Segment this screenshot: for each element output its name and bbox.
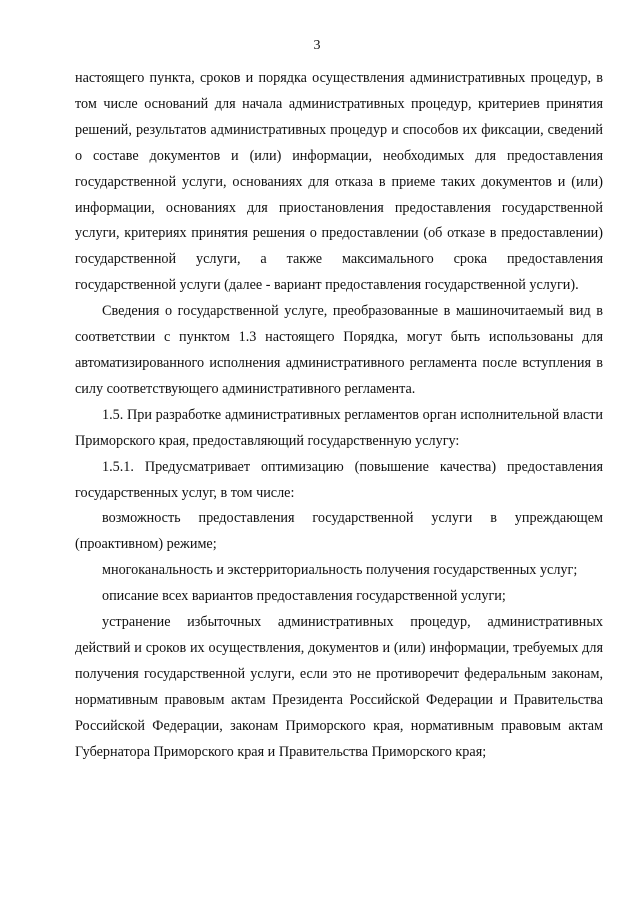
list-item-remove-redundant: устранение избыточных административных процедур, административных действий и сроков их осуществления, документов и (или) информации, требуемых для получения государственной услуги, если это не противоречит федеральным законам, нормативным правовым актам Президента Российской Федерации и Правительства Российской Федерации, законам Приморского края, нормативным правовым актам Губернатора Приморского края и Правительства Приморского края; [75,614,603,760]
paragraph-continuation: настоящего пункта, сроков и порядка осуществления административных процедур, в том числе оснований для начала административных процедур, критериев принятия решений, результатов административных процедур и способов их фиксации, сведений о составе документов и (или) информации, необходимых для предоставления государственной услуги, основаниях для отказа в приеме таких документов и (или) информации, основаниях для приостановления предоставления государственной услуги, критериях принятия решения о предоставлении (об отказе в предоставлении) государственной услуги, а также максимального срока предоставления государственной услуги (далее - вариант предоставления государственной услуги). [75,70,603,294]
list-item-multichannel: многоканальность и экстерриториальность получения государственных услуг; [102,562,578,579]
list-item-proactive-mode: возможность предоставления государственной услуги в упреждающем (проактивном) режиме; [75,510,603,553]
paragraph-machine-readable-info: Сведения о государственной услуге, преобразованные в машиночитаемый вид в соответствии с пунктом 1.3 настоящего Порядка, могут быть использованы для автоматизированного исполнения административного регламента после вступления в силу соответствующего административного регламента. [75,303,603,397]
document-body [75,66,603,765]
list-item-all-variants: описание всех вариантов предоставления государственной услуги; [102,588,506,605]
page-number: 3 [313,38,321,53]
paragraph-section-1-5-1: 1.5.1. Предусматривает оптимизацию (повышение качества) предоставления государственных услуг, в том числе: [75,458,603,501]
paragraph-section-1-5: 1.5. При разработке административных регламентов орган исполнительной власти Приморского края, предоставляющий государственную услугу: [75,406,603,449]
